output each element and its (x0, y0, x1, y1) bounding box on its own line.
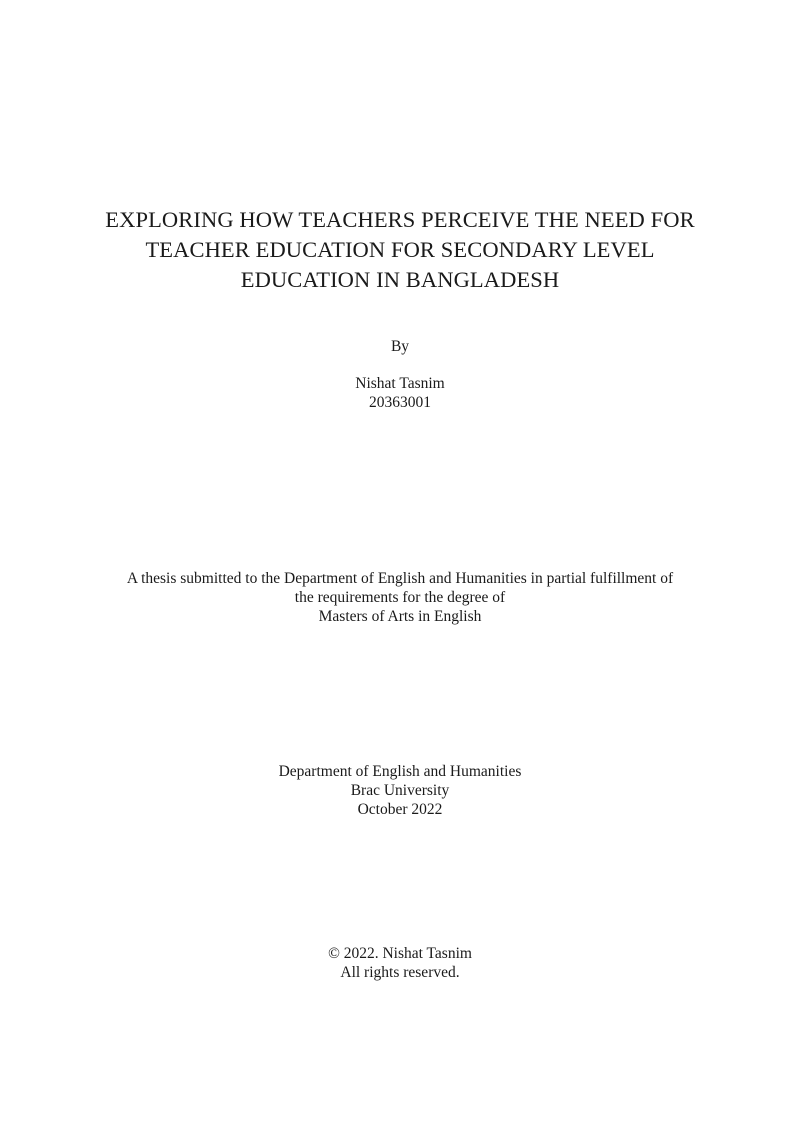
author-block (0, 374, 800, 412)
author-name: Nishat Tasnim (355, 375, 445, 392)
submission-line-1: A thesis submitted to the Department of English and Humanities in partial fulfillment of (126, 570, 674, 587)
thesis-title-line-1: EXPLORING HOW TEACHERS PERCEIVE THE NEED FOR (105, 207, 695, 232)
submission-line-2: the requirements for the degree of (294, 589, 506, 606)
copyright-notice: © 2022. Nishat Tasnim (328, 945, 472, 962)
department-name: Department of English and Humanities (278, 763, 522, 780)
thesis-title-line-2: TEACHER EDUCATION FOR SECONDARY LEVEL (145, 237, 655, 262)
thesis-title-line-3: EDUCATION IN BANGLADESH (240, 267, 560, 292)
university-name: Brac University (350, 782, 450, 799)
affiliation-block (0, 762, 800, 819)
submission-date: October 2022 (357, 801, 443, 818)
rights-reserved: All rights reserved. (340, 964, 460, 981)
thesis-title (0, 205, 800, 295)
submission-line-3: Masters of Arts in English (318, 608, 482, 625)
copyright-block (0, 944, 800, 982)
student-id: 20363001 (369, 394, 431, 411)
by-label: By (390, 338, 410, 355)
submission-statement (0, 569, 800, 626)
